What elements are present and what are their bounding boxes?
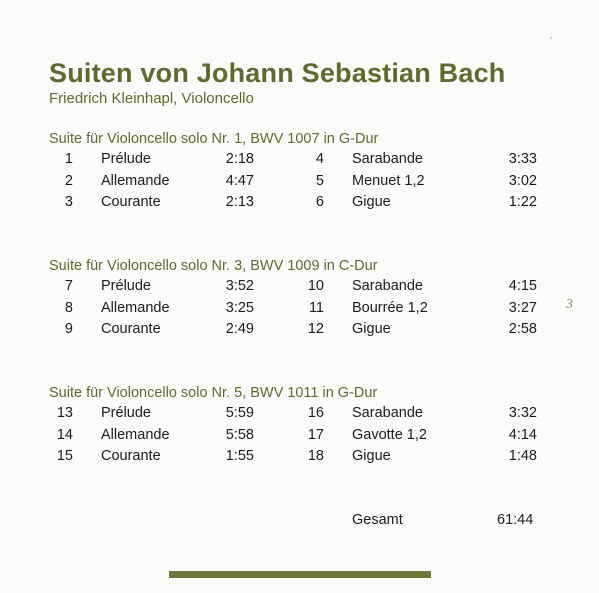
track-duration: 1:55: [225, 448, 254, 464]
track-number: 14: [56, 426, 73, 443]
track-duration: 2:13: [225, 194, 254, 210]
track-number: 15: [56, 448, 73, 464]
track-title: Gigue: [352, 448, 391, 464]
track-duration: 3:32: [508, 405, 537, 421]
track-duration: 4:14: [508, 426, 537, 443]
track-title: Gigue: [352, 321, 391, 337]
track-duration: 5:59: [225, 405, 254, 421]
track-duration: 3:33: [508, 151, 537, 167]
track-title: Courante: [101, 448, 161, 464]
track-duration: 2:18: [225, 151, 254, 167]
track-number: 16: [307, 405, 324, 421]
track-number: 10: [307, 278, 324, 294]
track-row: [49, 405, 569, 427]
track-row: [49, 300, 569, 322]
decorative-bar: [169, 571, 431, 578]
total-label: Gesamt: [352, 512, 403, 528]
suite-heading: Suite für Violoncello solo Nr. 3, BWV 1009 in C-Dur: [49, 258, 378, 274]
track-duration: 4:47: [225, 172, 254, 189]
track-duration: 3:27: [508, 299, 537, 316]
track-number: 8: [64, 299, 73, 316]
suite-heading: Suite für Violoncello solo Nr. 1, BWV 1007 in G-Dur: [49, 131, 379, 147]
track-duration: 2:58: [508, 321, 537, 337]
track-number: 17: [307, 426, 324, 443]
track-title: Bourrée 1,2: [352, 299, 428, 316]
total-time: 61:44: [497, 512, 534, 528]
track-number: 4: [315, 151, 324, 167]
track-title: Allemande: [101, 172, 170, 189]
track-row: [49, 151, 569, 173]
suite-block-3: [49, 258, 569, 343]
track-title: Sarabande: [352, 151, 423, 167]
suite-block-5: [49, 385, 569, 470]
track-title: Courante: [101, 321, 161, 337]
track-title: Prélude: [101, 278, 151, 294]
track-number: 7: [64, 278, 73, 294]
track-row: [49, 321, 569, 343]
track-number: 2: [64, 172, 73, 189]
track-number: 11: [308, 299, 324, 316]
track-number: 1: [64, 151, 73, 167]
page-number: 3: [566, 297, 573, 312]
track-row: [49, 278, 569, 300]
performer-subtitle: Friedrich Kleinhapl, Violoncello: [49, 90, 254, 107]
track-number: 5: [315, 172, 324, 189]
track-row: [49, 194, 569, 216]
track-title: Allemande: [101, 299, 170, 316]
track-row: [49, 448, 569, 470]
track-title: Prélude: [101, 405, 151, 421]
track-title: Gigue: [352, 194, 391, 210]
track-row: [49, 173, 569, 195]
track-title: Menuet 1,2: [352, 172, 425, 189]
track-duration: 2:49: [225, 321, 254, 337]
track-duration: 5:58: [225, 426, 254, 443]
track-duration: 1:48: [508, 448, 537, 464]
track-row: [49, 427, 569, 449]
track-title: Prélude: [101, 151, 151, 167]
track-number: 18: [307, 448, 324, 464]
track-duration: 3:25: [225, 299, 254, 316]
page-title: Suiten von Johann Sebastian Bach: [49, 58, 506, 88]
track-title: Allemande: [101, 426, 170, 443]
track-duration: 4:15: [508, 278, 537, 294]
track-duration: 3:02: [508, 172, 537, 189]
track-title: Sarabande: [352, 405, 423, 421]
track-duration: 1:22: [508, 194, 537, 210]
track-title: Sarabande: [352, 278, 423, 294]
track-title: Gavotte 1,2: [352, 426, 427, 443]
suite-heading: Suite für Violoncello solo Nr. 5, BWV 1011 in G-Dur: [49, 385, 378, 401]
track-title: Courante: [101, 194, 161, 210]
track-number: 3: [64, 194, 73, 210]
track-number: 13: [56, 405, 73, 421]
track-number: 6: [315, 194, 324, 210]
speck: [550, 37, 552, 39]
track-duration: 3:52: [225, 278, 254, 294]
track-number: 9: [64, 321, 73, 337]
track-number: 12: [307, 321, 324, 337]
suite-block-1: [49, 131, 569, 216]
